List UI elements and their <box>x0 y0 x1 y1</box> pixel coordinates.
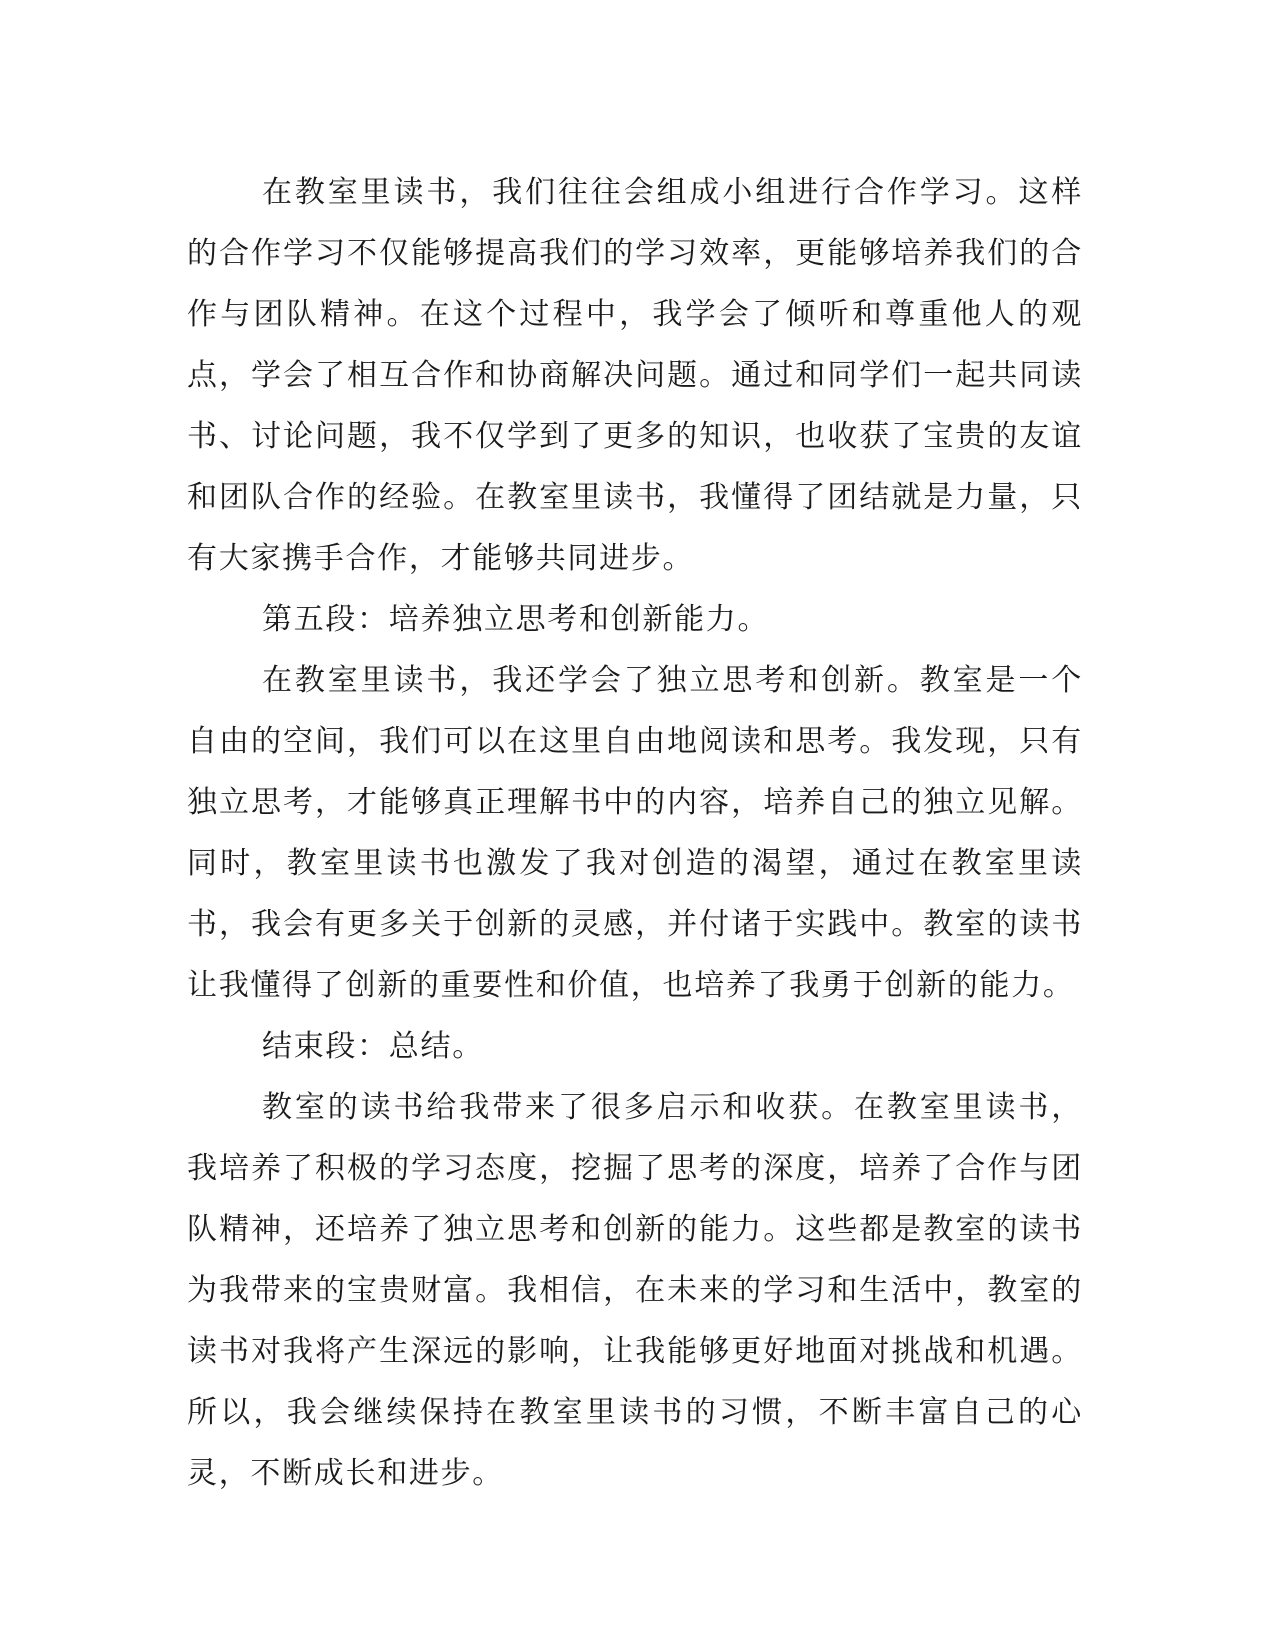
paragraph-summary: 教室的读书给我带来了很多启示和收获。在教室里读书，我培养了积极的学习态度，挖掘了思考的深度，培养了合作与团队精神，还培养了独立思考和创新的能力。这些都是教室的读书为我带来的宝贵财富。我相信，在未来的学习和生活中，教室的读书对我将产生深远的影响，让我能够更好地面对挑战和机遇。所以，我会继续保持在教室里读书的习惯，不断丰富自己的心灵，不断成长和进步。 <box>187 1090 1083 1491</box>
section-heading-five: 第五段：培养独立思考和创新能力。 <box>262 602 770 637</box>
section-heading-conclusion: 结束段：总结。 <box>262 1029 484 1064</box>
paragraph-teamwork: 在教室里读书，我们往往会组成小组进行合作学习。这样的合作学习不仅能够提高我们的学习效率，更能够培养我们的合作与团队精神。在这个过程中，我学会了倾听和尊重他人的观点，学会了相互合作和协商解决问题。通过和同学们一起共同读书、讨论问题，我不仅学到了更多的知识，也收获了宝贵的友谊和团队合作的经验。在教室里读书，我懂得了团结就是力量，只有大家携手合作，才能够共同进步。 <box>187 175 1083 576</box>
document-body <box>187 162 1083 1504</box>
paragraph-independent-thinking: 在教室里读书，我还学会了独立思考和创新。教室是一个自由的空间，我们可以在这里自由地阅读和思考。我发现，只有独立思考，才能够真正理解书中的内容，培养自己的独立见解。同时，教室里读书也激发了我对创造的渴望，通过在教室里读书，我会有更多关于创新的灵感，并付诸于实践中。教室的读书让我懂得了创新的重要性和价值，也培养了我勇于创新的能力。 <box>187 663 1083 1003</box>
